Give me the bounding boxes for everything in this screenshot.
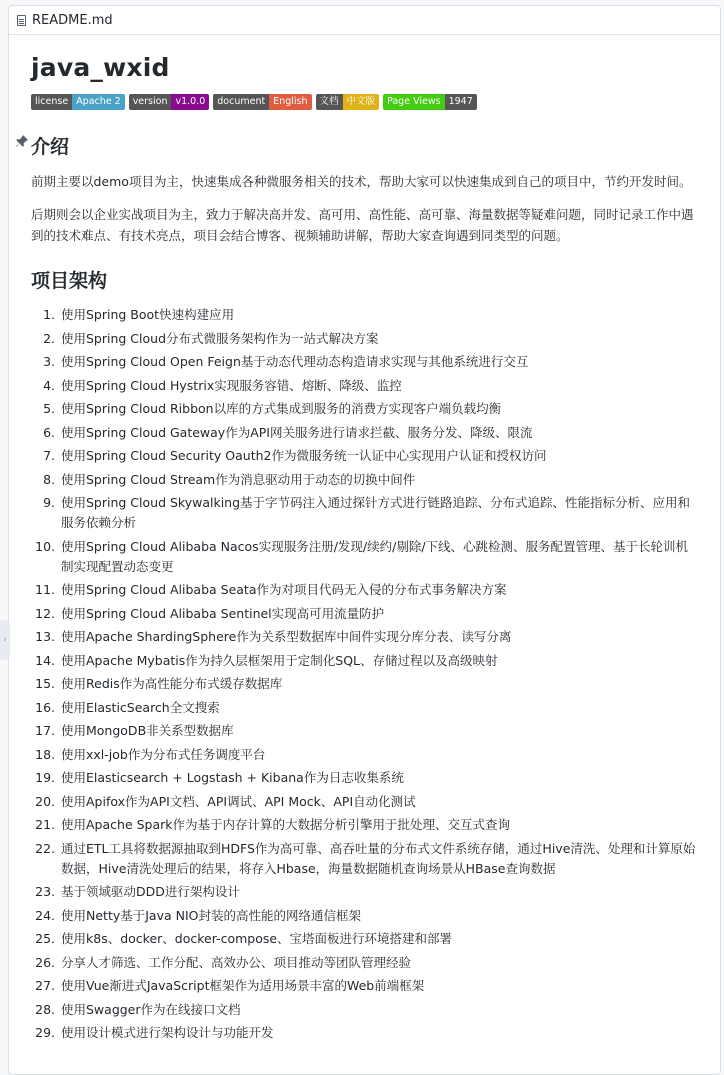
architecture-list-item: 26. 分享人才筛选、工作分配、高效办公、项目推动等团队管理经验: [59, 953, 698, 973]
architecture-list-item: 14. 使用Apache Mybatis作为持久层框架用于定制化SQL、存储过程以及高级映射: [59, 651, 698, 671]
architecture-list-item: 4. 使用Spring Cloud Hystrix实现服务容错、熔断、降级、监控: [59, 376, 698, 396]
architecture-list-item: 18. 使用xxl-job作为分布式任务调度平台: [59, 745, 698, 765]
badge-label: license: [31, 94, 72, 110]
architecture-list-item: 27. 使用Vue渐进式JavaScript框架作为适用场景丰富的Web前端框架: [59, 976, 698, 996]
badge-license[interactable]: [31, 94, 125, 110]
badge-page-views[interactable]: [383, 94, 477, 110]
architecture-list-item: 23. 基于领域驱动DDD进行架构设计: [59, 882, 698, 902]
anchor-link-icon[interactable]: [15, 134, 29, 148]
architecture-list: [31, 305, 698, 1043]
architecture-list-item: 9. 使用Spring Cloud Skywalking基于字节码注入通过探针方式进行链路追踪、分布式追踪、性能指标分析、应用和服务依赖分析: [59, 493, 698, 533]
architecture-list-item: 3. 使用Spring Cloud Open Feign基于动态代理动态构造请求实现与其他系统进行交互: [59, 352, 698, 372]
chevron-right-icon: ›: [3, 635, 7, 645]
badge-label: Page Views: [383, 94, 445, 110]
file-name[interactable]: README.md: [32, 12, 113, 28]
intro-heading-text: 介绍: [31, 136, 70, 158]
architecture-list-item: 2. 使用Spring Cloud分布式微服务架构作为一站式解决方案: [59, 329, 698, 349]
architecture-list-item: 10. 使用Spring Cloud Alibaba Nacos实现服务注册/发现/续约/剔除/下线、心跳检测、服务配置管理、基于长轮训机制实现配置动态变更: [59, 537, 698, 577]
badge-chinese-doc[interactable]: [316, 94, 380, 110]
architecture-list-item: 8. 使用Spring Cloud Stream作为消息驱动用于动态的切换中间件: [59, 470, 698, 490]
architecture-list-item: 28. 使用Swagger作为在线接口文档: [59, 1000, 698, 1020]
architecture-list-item: 19. 使用Elasticsearch + Logstash + Kibana作为日志收集系统: [59, 768, 698, 788]
architecture-list-item: 13. 使用Apache ShardingSphere作为关系型数据库中间件实现分库分表、读写分离: [59, 627, 698, 647]
badge-value: English: [269, 94, 311, 110]
architecture-list-item: 29. 使用设计模式进行架构设计与功能开发: [59, 1023, 698, 1043]
architecture-list-item: 5. 使用Spring Cloud Ribbon以库的方式集成到服务的消费方实现客户端负载均衡: [59, 399, 698, 419]
intro-heading: [31, 132, 698, 159]
readme-panel: [8, 5, 721, 1075]
architecture-heading: 项目架构: [31, 270, 108, 292]
page-title: java_wxid: [31, 53, 170, 82]
badge-value: v1.0.0: [171, 94, 209, 110]
badge-label: document: [213, 94, 269, 110]
file-header: [9, 6, 720, 35]
architecture-list-item: 1. 使用Spring Boot快速构建应用: [59, 305, 698, 325]
badge-row: [31, 94, 698, 110]
architecture-list-item: 21. 使用Apache Spark作为基于内存计算的大数据分析引擎用于批处理、交互式查询: [59, 815, 698, 835]
readme-content: [9, 35, 720, 1043]
intro-paragraph-2: 后期则会以企业实战项目为主，致力于解决高并发、高可用、高性能、高可靠、海量数据等疑难问题，同时记录工作中遇到的技术难点、有技术亮点，项目会结合博客、视频辅助讲解，帮助大家查询遇到同类型的问题。: [31, 207, 694, 243]
badge-value: 1947: [445, 94, 477, 110]
architecture-list-item: 16. 使用ElasticSearch全文搜索: [59, 698, 698, 718]
architecture-list-item: 12. 使用Spring Cloud Alibaba Sentinel实现高可用流量防护: [59, 604, 698, 624]
architecture-list-item: 24. 使用Netty基于Java NIO封装的高性能的网络通信框架: [59, 906, 698, 926]
side-panel-toggle[interactable]: [0, 620, 10, 660]
badge-version[interactable]: [129, 94, 210, 110]
architecture-list-item: 22. 通过ETL工具将数据源抽取到HDFS作为高可靠、高吞吐量的分布式文件系统存储，通过Hive清洗、处理和计算原始数据，Hive清洗处理后的结果，将存入Hbase，海量数据随机查询场景从HBase查询数据: [59, 839, 698, 879]
file-text-icon: [17, 15, 26, 26]
badge-document[interactable]: [213, 94, 311, 110]
architecture-list-item: 17. 使用MongoDB非关系型数据库: [59, 721, 698, 741]
badge-value: 中文版: [343, 94, 380, 110]
badge-value: Apache 2: [72, 94, 125, 110]
badge-label: version: [129, 94, 172, 110]
architecture-list-item: 11. 使用Spring Cloud Alibaba Seata作为对项目代码无入侵的分布式事务解决方案: [59, 580, 698, 600]
architecture-list-item: 7. 使用Spring Cloud Security Oauth2作为微服务统一认证中心实现用户认证和授权访问: [59, 446, 698, 466]
intro-paragraph-1: 前期主要以demo项目为主，快速集成各种微服务相关的技术，帮助大家可以快速集成到自己的项目中，节约开发时间。: [31, 174, 692, 189]
architecture-list-item: 15. 使用Redis作为高性能分布式缓存数据库: [59, 674, 698, 694]
architecture-list-item: 6. 使用Spring Cloud Gateway作为API网关服务进行请求拦截、服务分发、降级、限流: [59, 423, 698, 443]
badge-label: 文档: [316, 94, 343, 110]
architecture-list-item: 20. 使用Apifox作为API文档、API调试、API Mock、API自动化测试: [59, 792, 698, 812]
architecture-list-item: 25. 使用k8s、docker、docker-compose、宝塔面板进行环境搭建和部署: [59, 929, 698, 949]
